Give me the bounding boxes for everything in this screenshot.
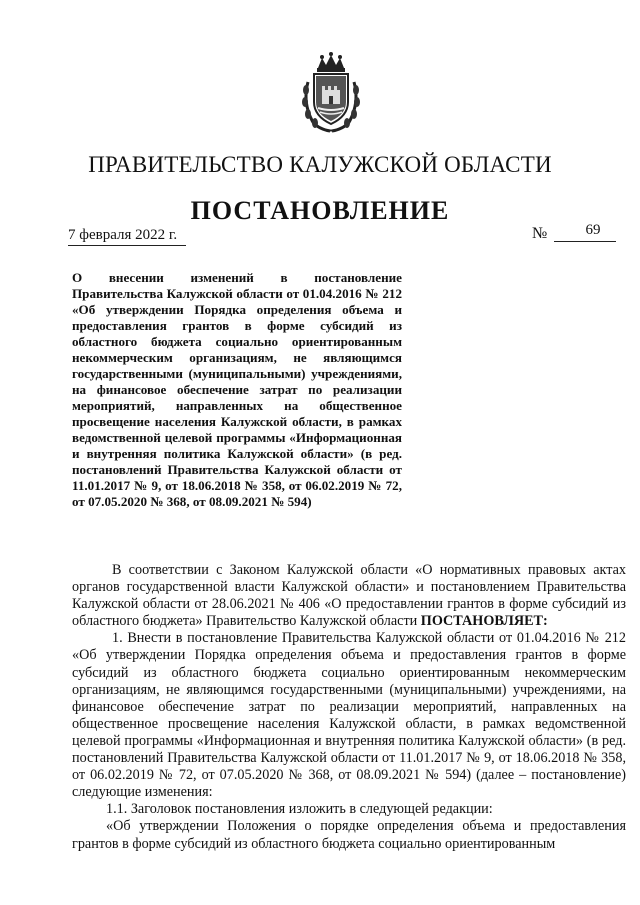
document-subject: О внесении изменений в постановление Правительства Калужской области от 01.04.2016 № 212 «Об утверждении Порядка определения объема и предоставления грантов в форме субсидий из областного бюджета социально ориентированным некоммерческим организациям, не являющимся государственными (муниципальными) учреждениями, на финансовое обеспечение затрат по реализации мероприятий, направленных на общественное просвещение населения Калужской области, в рамках ведомственной целевой программы «Информационная и внутренняя политика Калужской области» (в ред. постановлений Правительства Калужской области от 11.01.2017 № 9, от 18.06.2018 № 358, от 06.02.2019 № 72, от 07.05.2020 № 368, от 08.09.2021 № 594) [72,270,402,509]
document-body [72,562,626,853]
quote-paragraph: «Об утверждении Положения о порядке определения объема и предоставления грантов в форме субсидий из областного бюджета социально ориентированным [72,818,626,852]
document-number: 69 [585,222,601,238]
preamble-paragraph [72,562,626,630]
date-underline [68,245,186,246]
document-type-title: ПОСТАНОВЛЕНИЕ [190,196,450,225]
number-label: № [532,225,548,242]
coat-of-arms-icon [300,52,362,134]
document-date: 7 февраля 2022 г. [68,227,178,243]
item-1-paragraph: 1. Внести в постановление Правительства Калужской области от 01.04.2016 № 212 «Об утверждении Порядка определения объема и предоставления грантов в форме субсидий из областного бюджета социально ориентированным некоммерческим организациям, не являющимся государственными (муниципальными) учреждениями, на финансовое обеспечение затрат по реализации мероприятий, направленных на общественное просвещение населения Калужской области, в рамках ведомственной целевой программы «Информационная и внутренняя политика Калужской области» (в ред. постановлений Правительства Калужской области от 11.01.2017 № 9, от 18.06.2018 № 358, от 06.02.2019 № 72, от 07.05.2020 № 368, от 08.09.2021 № 594) (далее – постановление) следующие изменения: [72,630,626,801]
resolves-keyword: ПОСТАНОВЛЯЕТ: [420,613,548,630]
issuing-authority: ПРАВИТЕЛЬСТВО КАЛУЖСКОЙ ОБЛАСТИ [88,152,552,177]
preamble-text: В соответствии с Законом Калужской области «О нормативных правовых актах органов государственной власти Калужской области» и постановлением Правительства Калужской области от 28.06.2021 № 406 «О предоставлении грантов в форме субсидий из областного бюджета» Правительство Калужской области [72,562,626,630]
item-1-1-paragraph: 1.1. Заголовок постановления изложить в следующей редакции: [106,801,493,818]
number-underline [554,241,616,242]
